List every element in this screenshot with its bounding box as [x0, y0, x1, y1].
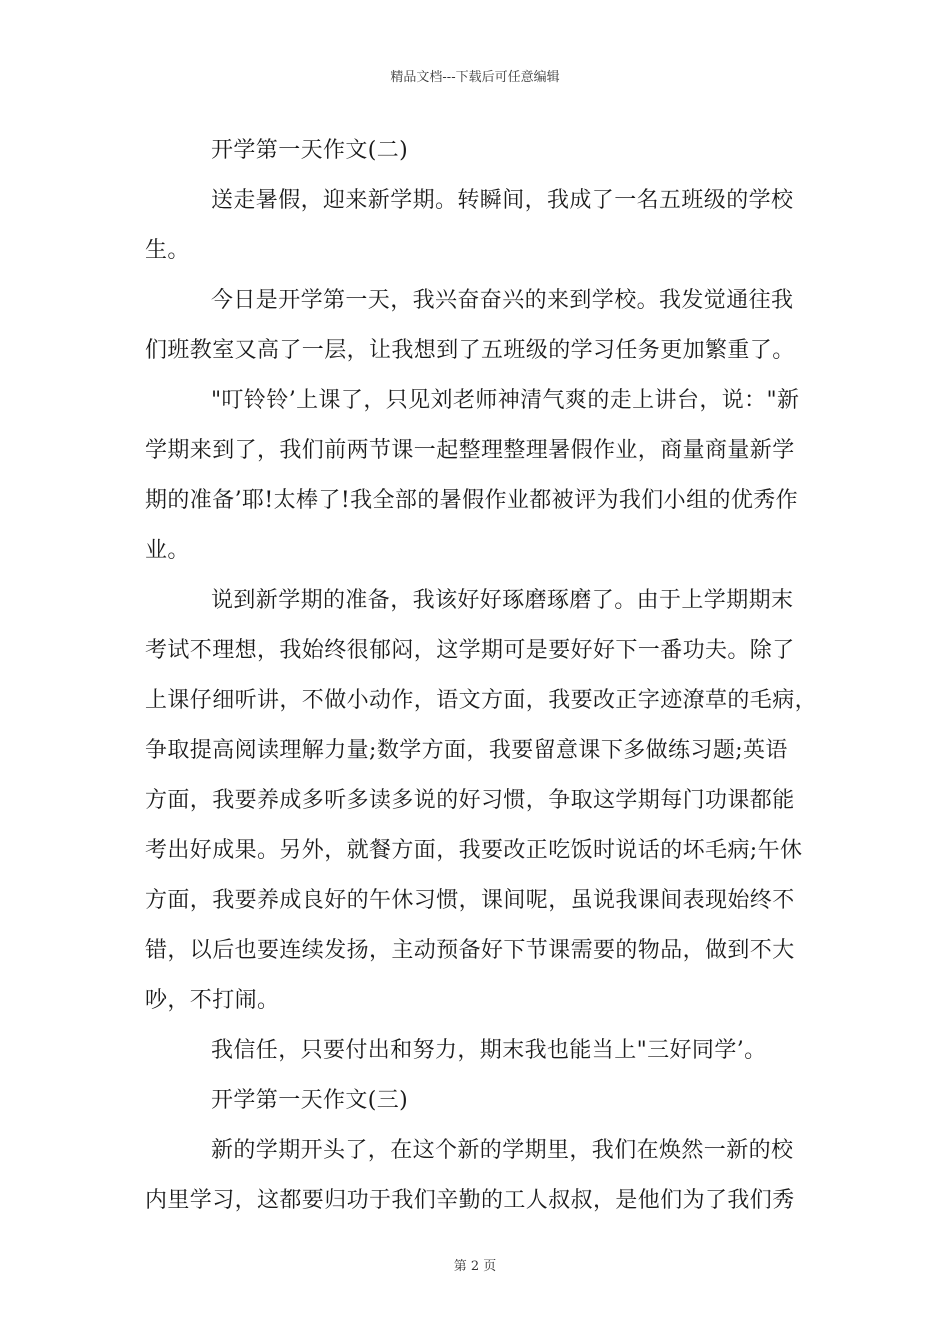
- text-line: 送走暑假，迎来新学期。转瞬间，我成了一名五班级的学校: [211, 188, 794, 213]
- text-line: 们班教室又高了一层，让我想到了五班级的学习任务更加繁重了。: [145, 338, 795, 363]
- text-line: 方面，我要养成良好的午休习惯，课间呢，虽说我课间表现始终不: [145, 888, 795, 913]
- text-line: 说到新学期的准备，我该好好琢磨琢磨了。由于上学期期末: [211, 588, 794, 613]
- text-line: 期的准备’耶!太棒了!我全部的暑假作业都被评为我们小组的优秀作: [145, 488, 799, 513]
- page-number: 第 2 页: [453, 1259, 497, 1274]
- page-header: 精品文档---下载后可任意编辑: [390, 70, 560, 85]
- text-line: 生。: [145, 238, 190, 263]
- text-line: 考试不理想，我始终很郁闷，这学期可是要好好下一番功夫。除了: [145, 638, 795, 663]
- text-line: 内里学习，这都要归功于我们辛勤的工人叔叔，是他们为了我们秀: [145, 1188, 795, 1213]
- essay-title-2: 开学第一天作文(二): [211, 138, 409, 163]
- text-line: 今日是开学第一天，我兴奋奋兴的来到学校。我发觉通往我: [211, 288, 794, 313]
- text-line: 方面，我要养成多听多读多说的好习惯，争取这学期每门功课都能: [145, 788, 795, 813]
- text-line: 错，以后也要连续发扬，主动预备好下节课需要的物品，做到不大: [145, 938, 795, 963]
- text-line: 新的学期开头了，在这个新的学期里，我们在焕然一新的校: [211, 1138, 794, 1163]
- text-line: 吵，不打闹。: [145, 988, 280, 1013]
- text-line: 学期来到了，我们前两节课一起整理整理暑假作业，商量商量新学: [145, 438, 795, 463]
- essay-title-3: 开学第一天作文(三): [211, 1088, 409, 1113]
- text-line: "叮铃铃’上课了，只见刘老师神清气爽的走上讲台，说："新: [211, 388, 800, 413]
- text-line: 上课仔细听讲，不做小动作，语文方面，我要改正字迹潦草的毛病，: [145, 688, 818, 713]
- text-line: 争取提高阅读理解力量;数学方面，我要留意课下多做练习题;英语: [145, 738, 788, 763]
- text-line: 我信任，只要付出和努力，期末我也能当上"三好同学’。: [211, 1038, 767, 1063]
- text-line: 考出好成果。另外，就餐方面，我要改正吃饭时说话的坏毛病;午休: [145, 838, 803, 863]
- text-line: 业。: [145, 538, 190, 563]
